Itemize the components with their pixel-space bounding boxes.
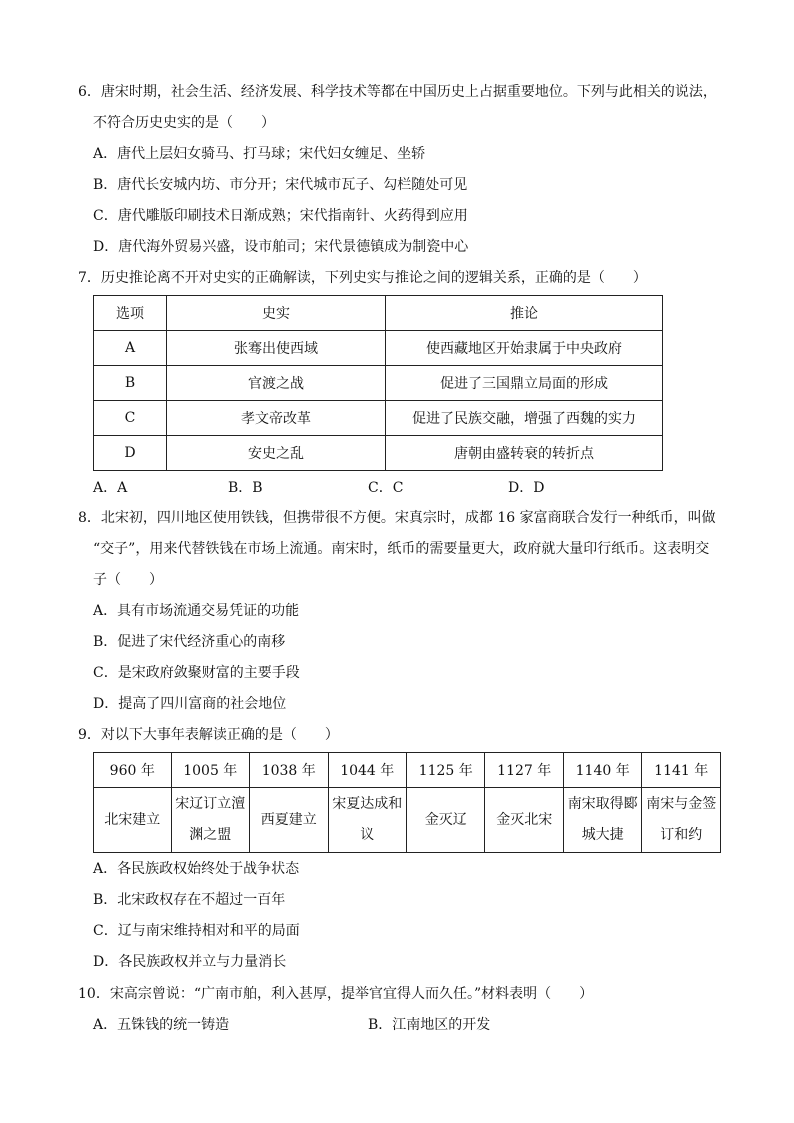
table-cell: 促进了民族交融，增强了西魏的实力 xyxy=(386,401,663,436)
table-row xyxy=(94,331,663,366)
table-cell: 孝文帝改革 xyxy=(167,401,386,436)
table-cell: 促进了三国鼎立局面的形成 xyxy=(386,366,663,401)
q10-option-b: B．江南地区的开发 xyxy=(368,1017,491,1033)
timeline-event: 金灭辽 xyxy=(406,788,484,853)
table-row xyxy=(94,366,663,401)
q9-stem: 9．对以下大事年表解读正确的是（ ） xyxy=(78,727,339,743)
q8-option-b: B．促进了宋代经济重心的南移 xyxy=(93,634,286,650)
q7-option-c: C．C xyxy=(368,480,404,496)
timeline-event: 南宋取得郾城大捷 xyxy=(563,788,641,853)
timeline-year: 1005 年 xyxy=(171,753,249,788)
timeline-year-row xyxy=(94,753,721,788)
table-header-cell: 推论 xyxy=(386,296,663,331)
timeline-event: 西夏建立 xyxy=(250,788,328,853)
timeline-year: 960 年 xyxy=(94,753,172,788)
table-row xyxy=(94,401,663,436)
table-cell: 唐朝由盛转衰的转折点 xyxy=(386,436,663,471)
table-cell: 使西藏地区开始隶属于中央政府 xyxy=(386,331,663,366)
q10-option-a: A．五铢钱的统一铸造 xyxy=(93,1017,230,1033)
timeline-year: 1141 年 xyxy=(642,753,721,788)
table-header-cell: 选项 xyxy=(94,296,167,331)
q8-stem-line2: “交子”，用来代替铁钱在市场上流通。南宋时，纸币的需要量更大，政府就大量印行纸币。这表明交 xyxy=(93,541,710,557)
timeline-event-row xyxy=(94,788,721,853)
timeline-event: 南宋与金签订和约 xyxy=(642,788,721,853)
table-cell: 安史之乱 xyxy=(167,436,386,471)
timeline-event: 宋夏达成和议 xyxy=(328,788,406,853)
table-cell: 官渡之战 xyxy=(167,366,386,401)
timeline-year: 1140 年 xyxy=(563,753,641,788)
q6-option-a: A．唐代上层妇女骑马、打马球；宋代妇女缠足、坐轿 xyxy=(93,146,426,162)
q7-option-a: A．A xyxy=(93,480,128,496)
timeline-event: 北宋建立 xyxy=(94,788,172,853)
q8-stem-line1: 8．北宋初，四川地区使用铁钱，但携带很不方便。宋真宗时，成都 16 家富商联合发行一种纸币，叫做 xyxy=(78,510,716,526)
q10-stem: 10．宋高宗曾说：“广南市舶，利入甚厚，提举官宜得人而久任。”材料表明（ ） xyxy=(78,986,594,1002)
timeline-year: 1038 年 xyxy=(250,753,328,788)
table-cell: C xyxy=(94,401,167,436)
q6-option-d: D．唐代海外贸易兴盛，设市舶司；宋代景德镇成为制瓷中心 xyxy=(93,239,469,255)
timeline-year: 1127 年 xyxy=(485,753,563,788)
table-cell: A xyxy=(94,331,167,366)
table-row xyxy=(94,436,663,471)
q6-option-b: B．唐代长安城内坊、市分开；宋代城市瓦子、勾栏随处可见 xyxy=(93,177,468,193)
q8-option-a: A．具有市场流通交易凭证的功能 xyxy=(93,603,300,619)
timeline-year: 1044 年 xyxy=(328,753,406,788)
q7-table xyxy=(93,295,663,471)
q6-option-c: C．唐代雕版印刷技术日渐成熟；宋代指南针、火药得到应用 xyxy=(93,208,468,224)
q9-option-b: B．北宋政权存在不超过一百年 xyxy=(93,892,286,908)
q9-option-d: D．各民族政权并立与力量消长 xyxy=(93,954,287,970)
q7-stem: 7．历史推论离不开对史实的正确解读，下列史实与推论之间的逻辑关系，正确的是（ ） xyxy=(78,270,647,286)
q6-stem-line2: 不符合历史史实的是（ ） xyxy=(93,115,275,131)
q7-option-d: D．D xyxy=(508,480,545,496)
q7-option-b: B．B xyxy=(228,480,263,496)
q8-option-d: D．提高了四川富商的社会地位 xyxy=(93,696,287,712)
table-cell: 张骞出使西域 xyxy=(167,331,386,366)
q9-timeline-table xyxy=(93,752,721,853)
q8-stem-line3: 子（ ） xyxy=(93,572,163,588)
table-header-row xyxy=(94,296,663,331)
table-header-cell: 史实 xyxy=(167,296,386,331)
timeline-year: 1125 年 xyxy=(406,753,484,788)
timeline-event: 宋辽订立澶渊之盟 xyxy=(171,788,249,853)
q8-option-c: C．是宋政府敛聚财富的主要手段 xyxy=(93,665,300,681)
table-cell: D xyxy=(94,436,167,471)
q9-option-c: C．辽与南宋维持相对和平的局面 xyxy=(93,923,300,939)
q9-option-a: A．各民族政权始终处于战争状态 xyxy=(93,861,300,877)
table-cell: B xyxy=(94,366,167,401)
q6-stem-line1: 6．唐宋时期，社会生活、经济发展、科学技术等都在中国历史上占据重要地位。下列与此相关的说法， xyxy=(78,84,717,100)
timeline-event: 金灭北宋 xyxy=(485,788,563,853)
